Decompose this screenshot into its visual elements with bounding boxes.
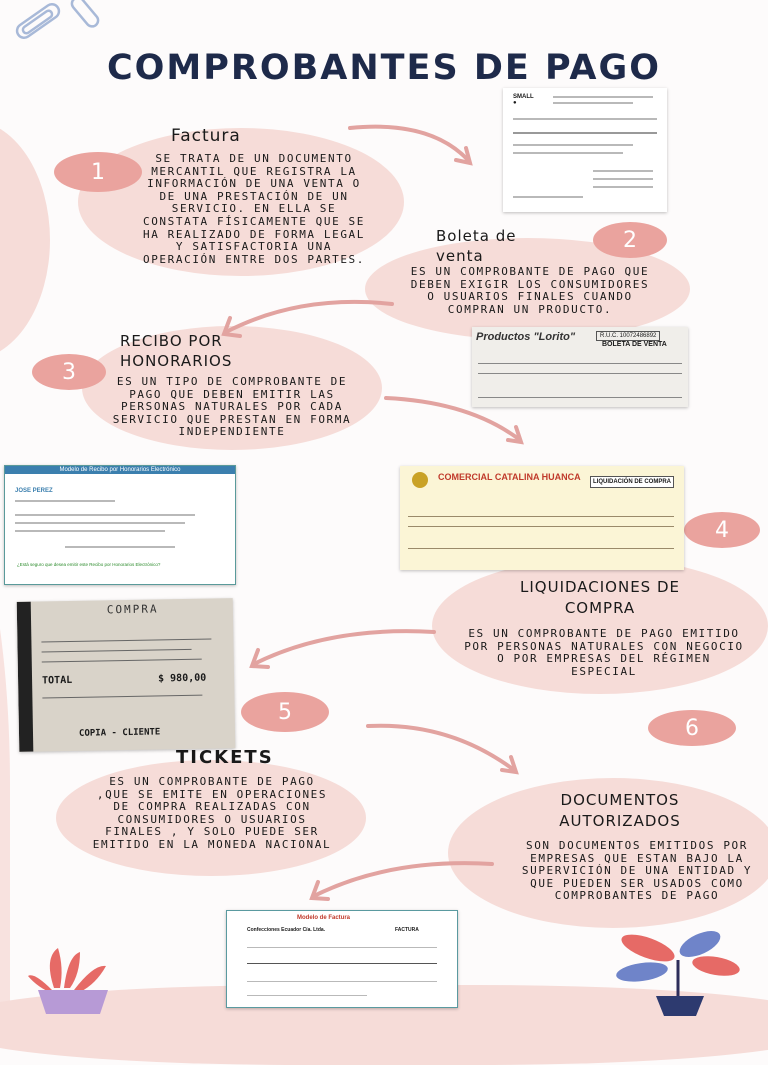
ticket-total-label: TOTAL bbox=[41, 674, 73, 687]
step-number-4: 4 bbox=[684, 512, 760, 548]
plant-right-icon bbox=[608, 930, 748, 1020]
recibo-name: JOSE PEREZ bbox=[15, 488, 53, 494]
heading-boleta: Boleta de venta bbox=[436, 227, 517, 265]
step-number-6: 6 bbox=[648, 710, 736, 746]
step-number-2: 2 bbox=[593, 222, 667, 258]
boleta-image bbox=[472, 327, 688, 407]
liquidacion-label: LIQUIDACIÓN DE COMPRA bbox=[590, 476, 674, 488]
ticket-shadow bbox=[17, 602, 34, 752]
heading-factura: Factura bbox=[171, 126, 241, 146]
heading-liquidaciones: LIQUIDACIONES DE COMPRA bbox=[520, 578, 680, 617]
factura-company: Confecciones Ecuador Cía. Ltda. bbox=[247, 927, 326, 933]
text-liquidaciones: ES UN COMPROBANTE DE PAGO EMITIDO POR PERSONAS NATURALES CON NEGOCIO O POR EMPRESAS DEL RÉGIMEN ESPECIAL bbox=[464, 627, 744, 678]
liquidacion-image bbox=[400, 466, 684, 570]
factura-logo: SMALL ● bbox=[513, 94, 534, 106]
text-boleta: ES UN COMPROBANTE DE PAGO QUE DEBEN EXIGIR LOS CONSUMIDORES O USUARIOS FINALES CUANDO COMPRAN UN PRODUCTO. bbox=[410, 265, 650, 316]
text-factura: SE TRATA DE UN DOCUMENTO MERCANTIL QUE REGISTRA LA INFORMACIÓN DE UNA VENTA O DE UNA PRESTACIÓN DE UN SERVICIO. EN ELLA SE CONSTATA FÍSICAMENTE QUE SE HA REALIZADO DE FORMA LEGAL Y SATISFACTORIA UNA OPERACIÓN ENTRE DOS PARTES. bbox=[142, 152, 365, 266]
factura-image bbox=[503, 88, 667, 212]
boleta-ruc: R.U.C. 10072486892 bbox=[596, 331, 660, 341]
text-documentos: SON DOCUMENTOS EMITIDOS POR EMPRESAS QUE ESTAN BAJO LA SUPERVICIÓN DE UNA ENTIDAD Y QUE PUEDEN SER USADOS COMO COMPROBANTES DE PAGO bbox=[521, 839, 753, 903]
heading-tickets: TICKETS bbox=[176, 747, 274, 768]
factura-label: FACTURA bbox=[395, 927, 419, 933]
liquidacion-logo bbox=[412, 472, 428, 488]
recibo-header: Modelo de Recibo por Honorarios Electrónico bbox=[5, 466, 235, 474]
ticket-foot: COPIA - CLIENTE bbox=[78, 727, 161, 739]
ticket-image bbox=[17, 598, 236, 752]
liquidacion-brand: COMERCIAL CATALINA HUANCA bbox=[438, 472, 581, 482]
page-title: COMPROBANTES DE PAGO bbox=[106, 48, 661, 88]
recibo-question: ¿Está seguro que desea emitir este Recibo por Honorarios Electrónico? bbox=[17, 562, 161, 567]
plant-left-icon bbox=[24, 948, 134, 1018]
heading-recibo: RECIBO POR HONORARIOS bbox=[120, 332, 233, 370]
step-number-3: 3 bbox=[32, 354, 106, 390]
ticket-total: $ 980,00 bbox=[157, 672, 207, 685]
boleta-label: BOLETA DE VENTA bbox=[602, 341, 667, 348]
factura-bottom-image bbox=[226, 910, 458, 1008]
recibo-image bbox=[4, 465, 236, 585]
text-recibo: ES UN TIPO DE COMPROBANTE DE PAGO QUE DEBEN EMITIR LAS PERSONAS NATURALES POR CADA SERVICIO QUE PRESTAN EN FORMA INDEPENDIENTE bbox=[112, 375, 352, 439]
heading-documentos: DOCUMENTOS AUTORIZADOS bbox=[559, 791, 681, 830]
left-decor-blob bbox=[0, 120, 50, 360]
text-tickets: ES UN COMPROBANTE DE PAGO ,QUE SE EMITE EN OPERACIONES DE COMPRA REALIZADAS CON CONSUMIDORES O USUARIOS FINALES , Y SOLO PUEDE SER EMITIDO EN LA MONEDA NACIONAL bbox=[92, 775, 332, 851]
ticket-head: COMPRA bbox=[106, 602, 159, 617]
boleta-brand: Productos "Lorito" bbox=[476, 331, 576, 343]
step-number-1: 1 bbox=[54, 152, 142, 192]
step-number-5: 5 bbox=[241, 692, 329, 732]
factura-header: Modelo de Factura bbox=[297, 915, 351, 921]
